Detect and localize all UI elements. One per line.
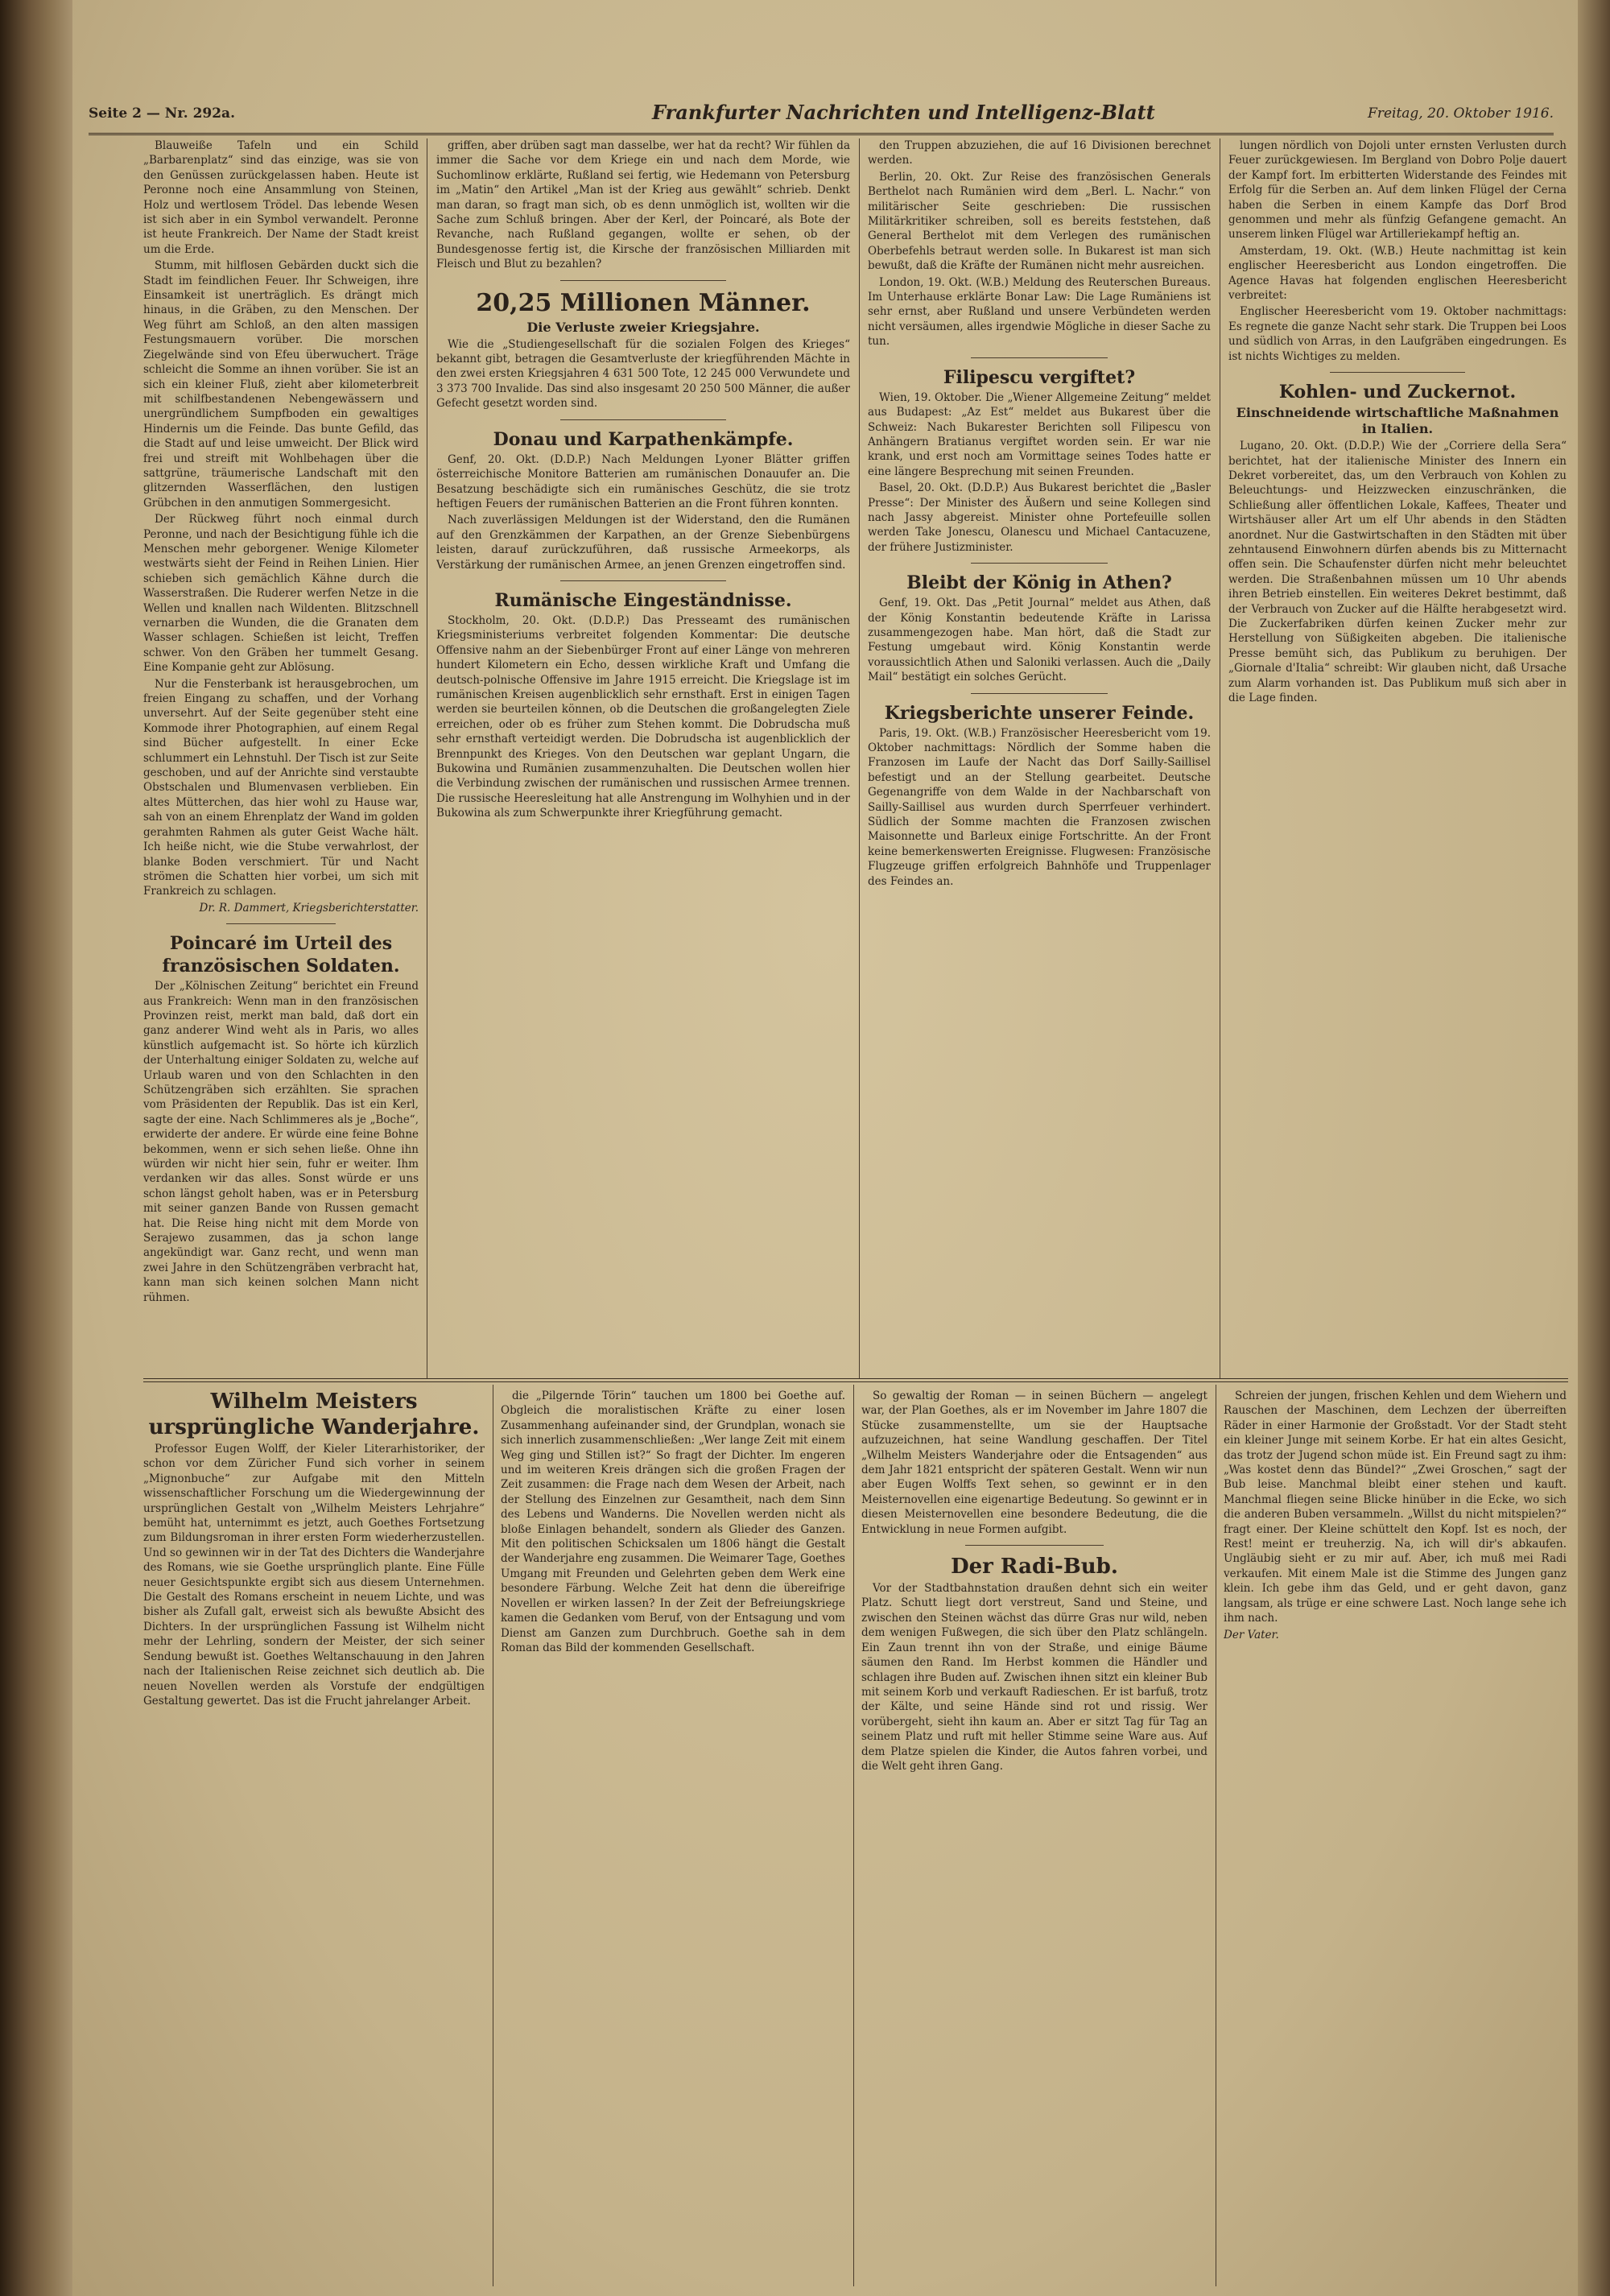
- article-headline: Der Radi-Bub.: [951, 1555, 1118, 1580]
- article-headline: Rumänische Eingeständnisse.: [494, 589, 792, 611]
- author-signature: Dr. R. Dammert, Kriegsberichterstatter.: [199, 901, 419, 915]
- article-headline: Donau und Karpathenkämpfe.: [493, 428, 794, 450]
- book-page-edge-right: [1578, 0, 1610, 2296]
- column-3: [868, 138, 1211, 1374]
- article-headline: Wilhelm Meisters ursprüngliche Wanderjahre.: [148, 1390, 480, 1439]
- issue-date: Freitag, 20. Oktober 1916.: [1368, 105, 1554, 122]
- article-headline: Kohlen- und Zuckernot.: [1278, 382, 1517, 403]
- article-paragraph: Stumm, mit hilflosen Gebärden duckt sich die Stadt im feindlichen Feuer. Ihr Schweigen, ihre Einsamkeit ist unerträglich. Es drängt mich hinaus, in die Gräben, zu den Menschen. Der Weg führt am Schloß, an den alten massigen Festungsmauern vorüber. Die morschen Ziegelwände sind von Efeu überwuchert. Träge schleicht die Somme an ihnen vorüber. Sie ist an sich ein kleiner Fluß, zieht aber kilometerbreit mit schilfbestandenen Nebengewässern und unergründlichem Sumpfboden ein gewaltiges Hindernis um die Feinde. Das bunte Gefild, das die Stadt auf und leise umweicht. Der Blick wird frei und streift mit Wohlbehagen über die sattgrüne, träumerische Landschaft mit den glitzernden Wasserflächen, den lustigen Grübchen in den anmutigen Sommergesicht.: [143, 259, 419, 510]
- article-paragraph: Nur die Fensterbank ist herausgebrochen, um freien Eingang zu schaffen, und der Vorhang unversehrt. Auf der Seite gegenüber steht eine Kommode ihrer Photographien, auf einem Regal sind Bücher aufgestellt. In einer Ecke schlummert ein Lehnstuhl. Der Tisch ist zur Seite geschoben, und auf der Anrichte sind verstaubte Obstschalen und Blumenvasen verblieben. Ein altes Mütterchen, das hier wohl zu Hause war, sah von an einem Ehrenplatz der Wand im golden gerahmten Rahmen als guter Geist Wache hält. Ich heiße nicht, wie die Stube verwahrlost, der blanke Boden verschmiert. Tür und Nacht strömen die Schatten hier vorbei, um sich mit Frankreich zu schlagen.: [143, 677, 419, 898]
- article-separator: [965, 1545, 1104, 1546]
- book-spine-edge: [0, 0, 72, 2296]
- feuilleton-column-2: [501, 1389, 845, 2282]
- column-1: [143, 138, 419, 1374]
- column-rule: [859, 138, 860, 1378]
- article-separator: [971, 357, 1108, 358]
- article-headline: Bleibt der König in Athen?: [906, 572, 1172, 594]
- article-paragraph: Englischer Heeresbericht vom 19. Oktober nachmittags: Es regnete die ganze Nacht sehr stark. Die Truppen bei Loos und südlich von Arras, in den Laufgräben eingedrungen. Es ist nichts Wichtiges zu melden.: [1228, 305, 1567, 363]
- article-headline: 20,25 Millionen Männer.: [476, 288, 811, 317]
- feuilleton-column-1: [143, 1389, 485, 2282]
- author-signature: Der Vater.: [1224, 1628, 1279, 1641]
- article-paragraph: Basel, 20. Okt. (D.D.P.) Aus Bukarest berichtet die „Basler Presse“: Der Minister des Äußern und seine Kollegen sind nach Jassy abgereist. Minister ohne Portefeuille sollen werden Take Jonescu, Olanescu und Michael Cantacuzene, der frühere Justizminister.: [868, 481, 1211, 554]
- feuilleton-column-3: [861, 1389, 1208, 2282]
- article-paragraph: Der Rückweg führt noch einmal durch Peronne, und nach der Besichtigung fühle ich die Menschen mehr geborgener. Wenige Kilometer westwärts sieht der Feind in Reihen Linien. Hier schieben sich gemächlich Kähne durch die Wasserstraßen. Die Ruderer werfen Netze in die Wellen und knallen nach Wildenten. Blitzschnell vernarben die Wunden, die die Granaten dem Wasser schlagen. Schießen ist leicht, Treffen schwer. Von den Gräben her tummelt Gesang. Eine Kompanie geht zur Ablösung.: [143, 513, 419, 675]
- article-paragraph: Nach zuverlässigen Meldungen ist der Widerstand, den die Rumänen auf den Grenzkämmen der Karpathen, an der Grenze Siebenbürgens leisten, darauf zurückzuführen, daß russische Armeekorps, als Verstärkung der rumänischen Armee, an jenen Grenzen eingetroffen sind.: [436, 514, 850, 572]
- article-paragraph: So gewaltig der Roman — in seinen Büchern — angelegt war, der Plan Goethes, als er im November im Jahre 1807 die Stücke zusammenstellte, um sie der Hauptsache aufzuzeichnen, hat seine Wandlung geschaffen. Der Titel „Wilhelm Meisters Wanderjahre oder die Entsagenden“ aus dem Jahr 1821 entspricht der späteren Gestalt. Wenn wir nun aber Eugen Wolffs Text sehen, so gewinnt er in den Meisternovellen eine eigenartige Bedeutung. So gewinnt er in diesen Meisternovellen eine besondere Bedeutung, die die Entwicklung in neue Formen aufgibt.: [861, 1390, 1208, 1536]
- article-paragraph: Wie die „Studiengesellschaft für die sozialen Folgen des Krieges“ bekannt gibt, betragen die Gesamtverluste der kriegführenden Mächte in den zwei ersten Kriegsjahren 4 631 500 Tote, 12 245 000 Verwundete und 3 373 700 Invalide. Das sind also insgesamt 20 250 500 Männer, die außer Gefecht gesetzt worden sind.: [436, 337, 850, 411]
- feuilleton-column-4: [1224, 1389, 1567, 2282]
- article-paragraph: Blauweiße Tafeln und ein Schild „Barbarenplatz“ sind das einzige, was sie von den Genüssen zurückgelassen haben. Heute ist Peronne noch eine Ansammlung von Steinen, Holz und wertlosem Trödel. Das lebende Wesen ist sich aber in ein Symbol verwandelt. Peronne ist heute Frankreich. Der Name der Stadt kreist um die Erde.: [143, 139, 419, 256]
- column-4: [1228, 138, 1567, 1374]
- article-separator: [560, 580, 726, 581]
- article-paragraph: Lugano, 20. Okt. (D.D.P.) Wie der „Corriere della Sera“ berichtet, hat der italienische Minister des Innern ein Dekret vorbereitet, das, um den Verbrauch von Kohlen zu Beleuchtungs- und Heizzwecken einzuschränken, die Schließung aller öffentlichen Lokale, Kaffees, Theater und Wirtshäuser aller Art um elf Uhr abends in den Städten anordnet. Nur die Gastwirtschaften in den Städten mit über zehntausend Einwohnern dürfen abends bis zu Mitternacht offen sein. Die Schaufenster dürfen nicht mehr beleuchtet werden. Die Straßenbahnen müssen um 10 Uhr abends ihren Betrieb einstellen. Ein weiteres Dekret bestimmt, daß der Verbrauch von Zucker auf die Hälfte herabgesetzt wird. Die Zuckerfabriken dürfen keinen Zucker mehr zur Herstellung von Süßigkeiten abgeben. Die italienische Presse bemüht sich, das Publikum zu beruhigen. Der „Giornale d'Italia“ schreibt: Wir glauben nicht, daß Ursache zum Alarm vorhanden ist. Das Publikum muß sich aber in die Lage finden.: [1228, 440, 1567, 704]
- article-paragraph: Amsterdam, 19. Okt. (W.B.) Heute nachmittag ist kein englischer Heeresbericht aus London eingetroffen. Die Agence Havas hat folgenden englischen Heeresbericht verbreitet:: [1228, 244, 1567, 303]
- article-paragraph: London, 19. Okt. (W.B.) Meldung des Reuterschen Bureaus. Im Unterhause erklärte Bonar Law: Die Lage Rumäniens ist sehr ernst, aber Rußland und unsere Verbündeten werden nicht versäumen, alles irgendwie Mögliche in dieser Sache zu tun.: [868, 275, 1211, 349]
- article-separator: [560, 280, 726, 281]
- article-paragraph: Wien, 19. Oktober. Die „Wiener Allgemeine Zeitung“ meldet aus Budapest: „Az Est“ meldet aus Bukarest über die Schweiz: Nach Bukarester Berichten soll Filipescu von Anhängern Bratianus vergiftet worden sein. Er war nie krank, und erst noch am Vormittage seines Todes hatte er eine längere Besprechung mit seinen Freunden.: [868, 390, 1211, 478]
- article-headline: Filipescu vergiftet?: [943, 366, 1136, 388]
- article-paragraph: lungen nördlich von Dojoli unter ernsten Verlusten durch Feuer zurückgewiesen. Im Bergland von Dobro Polje dauert der Kampf fort. Im erbitterten Widerstande des Feindes mit Erfolg für die Serben an. Auf dem linken Flügel der Cerna haben die Serben in einem Kampfe das Dorf Brod genommen und mehr als fünfzig Gefangene gemacht. An unserem linken Flügel war Artilleriekampf heftig an.: [1228, 139, 1567, 242]
- article-paragraph: Der „Kölnischen Zeitung“ berichtet ein Freund aus Frankreich: Wenn man in den französischen Provinzen reist, merkt man bald, daß dort ein ganz anderer Wind weht als in Paris, wo alles künstlich aufgemacht ist. So hörte ich kürzlich der Unterhaltung einiger Soldaten zu, welche auf Urlaub waren und von den Schlachten in den Schützengräben sich erzählten. Sie sprachen vom Präsidenten der Republik. Das ist ein Kerl, sagte der eine. Nach Schlimmeres als je „Boche“, erwiderte der andere. Er würde eine feine Bohne bekommen, wenn er sich sehen ließe. Ohne ihn würden wir nicht hier sein, fuhr er weiter. Ihm verdanken wir das alles. Sonst würde er uns schon längst geholt haben, was er in Petersburg mit seiner ganzen Bande von Russen gemacht hat. Die Reise hing nicht mit dem Morde von Serajewo zusammen, das ja schon lange angekündigt war. Ganz recht, und wenn man zwei Jahre in den Schützengräben verbracht hat, kann man sich keinen solchen Mann nicht rühmen.: [143, 980, 419, 1304]
- article-paragraph: Professor Eugen Wolff, der Kieler Literarhistoriker, der schon vor dem Züricher Fund sich vorher in seinem „Mignonbuche“ zur Aufgabe mit den Mitteln wissenschaftlicher Forschung um die Wiedergewinnung der ursprünglichen Gestalt von „Wilhelm Meisters Lehrjahre“ bemüht hat, unternimmt es jetzt, auch Goethes Fortsetzung zum Bildungsroman in ihrer ersten Form wiederherzustellen. Und so gewinnen wir in der Tat des Dichters die Wanderjahre des Romans, wie sie Goethe ursprünglich plante. Eine Fülle neuer Gesichtspunkte ergibt sich aus diesem Unternehmen. Die Gestalt des Romans erscheint in neuem Lichte, und was bisher als Zufall galt, erweist sich als bewußte Absicht des Dichters. In der ursprünglichen Fassung ist Wilhelm nicht mehr der Lehrling, sondern der Meister, der sich seiner Sendung bewußt ist. Goethes Weltanschauung in den Jahren nach der Italienischen Reise zeichnet sich deutlich ab. Die neuen Novellen werden als Vorstufe der endgültigen Gestaltung gewertet. Das ist die Frucht jahrelanger Arbeit.: [143, 1443, 485, 1708]
- article-headline: Poincaré im Urteil des französischen Soldaten.: [162, 933, 400, 977]
- article-paragraph: Schreien der jungen, frischen Kehlen und dem Wiehern und Rauschen der Maschinen, dem Lechzen der überreiften Räder in einer Harmonie der Großstadt. Vor der Stadt steht ein kleiner Junge mit seinem Korbe. Er hat ein altes Gesicht, das trotz der Jugend schon müde ist. Ein Freund sagt zu ihm: „Was kostet denn das Bündel?“ „Zwei Groschen,“ sagt der Bub leise. Manchmal bleibt einer stehen und kauft. Manchmal fliegen seine Blicke hinüber in die Ecke, wo sich die anderen Buben versammeln. „Willst du nicht mitspielen?“ fragt einer. Der Kleine schüttelt den Kopf. Ist es noch, der Rest! meint er treuherzig. Na, ich will dir's abkaufen. Ungläubig sieht er zu mir auf. Aber, ich muß mei Radi verkaufen. Mit einem Male ist die Stimme des Jungen ganz klein. Ich gebe ihm das Geld, und er geht davon, ganz langsam, als trüge er eine schwere Last. Noch lange sehe ich ihm nach.: [1224, 1390, 1567, 1625]
- article-paragraph: griffen, aber drüben sagt man dasselbe, wer hat da recht? Wir fühlen da immer die Sache vor dem Kriege ein und nach dem Morde, wie Suchomlinow erklärte, Rußland sei fertig, wie Hedemann von Petersburg im „Matin“ den Artikel „Man ist der Krieg aus gewählt“ schrieb. Denkt man daran, so fragt man sich, ob es denn unmöglich ist, wollten wir die Sache zum Schluß bringen. Aber der Kerl, der Poincaré, als Bote der Revanche, nach Rußland gegangen, wollte er sehen, ob der Bundesgenosse fertig ist, die Kirsche der französischen Milliarden mit Fleisch und Blut zu bezahlen?: [436, 139, 850, 271]
- article-paragraph: Stockholm, 20. Okt. (D.D.P.) Das Presseamt des rumänischen Kriegsministeriums verbreitet folgenden Kommentar: Die deutsche Offensive nahm an der Siebenbürger Front auf einer Länge von mehreren hundert Kilometern ein Echo, dessen wirkliche Kraft und Umfang die deutsch-polnische Offensive im Jahre 1915 erreicht. Die Kriegslage ist im rumänischen Kreisen augenblicklich sehr ernsthaft. Erst in einigen Tagen werden sie beurteilen können, ob die Deutschen die großangelegten Ziele erreichen, oder ob es früher zum Stehen kommt. Die Dobrudscha muß sehr ernsthaft verteidigt werden. Die Dobrudscha ist augenblicklich der Brennpunkt des Krieges. Von den Deutschen war geplant Ungarn, die Bukowina und Rumänien zusammenzuhalten. Die Deutschen wollen hier die Verbindung zwischen der rumänischen und russischen Armee trennen. Die russische Heeresleitung hat alle Anstrengung im Wolhyhien und in der Bukowina als zum Schwerpunkte ihrer Kriegführung gemacht.: [436, 613, 850, 820]
- page-header: [89, 101, 1554, 135]
- article-separator: [1330, 372, 1465, 373]
- article-paragraph: Vor der Stadtbahnstation draußen dehnt sich ein weiter Platz. Schutt liegt dort verstreut, Sand und Steine, und zwischen den Steinen wächst das dürre Gras nur wild, neben dem wenigen Fußwegen, die sich über den Platz schlängeln. Ein Zaun trennt ihn von der Straße, und einige Bäume säumen den Rand. Im Herbst kommen die Händler und schlagen ihre Buden auf. Zwischen ihnen sitzt ein kleiner Bub mit seinem Korb und verkauft Radieschen. Er ist barfuß, trotz der Kälte, und seine Hände sind rot und rissig. Wer vorübergeht, sieht ihn kaum an. Aber er sitzt Tag für Tag an seinem Platz und ruft mit heller Stimme seine Ware aus. Auf dem Platze spielen die Kinder, die Autos fahren vorbei, und die Welt geht ihren Gang.: [861, 1582, 1208, 1773]
- column-rule: [853, 1385, 854, 2286]
- article-separator: [226, 923, 336, 924]
- article-subheadline: Die Verluste zweier Kriegsjahre.: [526, 319, 760, 335]
- article-separator: [971, 563, 1108, 564]
- column-2: [436, 138, 850, 1374]
- newspaper-title: Frankfurter Nachrichten und Intelligenz-Blatt: [652, 101, 1155, 124]
- article-paragraph: die „Pilgernde Törin“ tauchen um 1800 bei Goethe auf. Obgleich die moralistischen Kräfte zu einer losen Zusammenhang aufeinander sind, der Grundplan, wonach sie sich innerlich zusammenschließen: „Wer lange Zeit mit einem Weg ging und Stillen ist?“ So fragt der Dichter. Im engeren und im weiteren Kreis drängen sich die großen Fragen der Zeit zusammen: die Frage nach dem Wesen der Arbeit, nach der Stellung des Einzelnen zur Gesamtheit, nach dem Sinn des Lebens und Wanderns. Die Novellen werden nicht als bloße Einlagen behandelt, sondern als Glieder des Ganzen. Mit den politischen Schicksalen um 1806 hängt die Gestalt der Wanderjahre eng zusammen. Die Weimarer Tage, Goethes Umgang mit Freunden und Gelehrten geben dem Werk eine besondere Färbung. Welche Zeit hat denn die übereifrige Novellen er wirken lassen? In der Zeit der Befreiungskriege kamen die Gedanken vom Beruf, von der Entsagung und vom Dienst am Ganzen zum Durchbruch. Goethe sah in dem Roman das Bild der kommenden Gesellschaft.: [501, 1390, 845, 1654]
- article-paragraph: Genf, 19. Okt. Das „Petit Journal“ meldet aus Athen, daß der König Konstantin bedeutende Kräfte in Larissa zusammengezogen habe. Man hört, daß die Stadt zur Festung umgebaut wird. König Konstantin werde voraussichtlich Athen und Saloniki verlassen. Auch die „Daily Mail“ bestätigt ein solches Gerücht.: [868, 597, 1211, 684]
- article-headline: Kriegsberichte unserer Feinde.: [884, 702, 1195, 724]
- article-paragraph: Berlin, 20. Okt. Zur Reise des französischen Generals Berthelot nach Rumänien wird dem „Berl. L. Nachr.“ von militärischer Seite geschrieben: Die russischen Militärkritiker schreiben, soll es bereits feststehen, daß General Berthelot mit dem Verlegen des rumänischen Oberbefehls betraut werden solle. In Bukarest ist man sich bewußt, daß die Kräfte der Rumänen nicht mehr ausreichen.: [868, 170, 1211, 273]
- article-paragraph: den Truppen abzuziehen, die auf 16 Divisionen berechnet werden.: [868, 139, 1211, 167]
- article-paragraph: Paris, 19. Okt. (W.B.) Französischer Heeresbericht vom 19. Oktober nachmittags: Nördlich der Somme haben die Franzosen im Laufe der Nacht das Dorf Sailly-Saillisel befestigt und an der Stellung gearbeitet. Deutsche Gegenangriffe von dem Walde in der Nachbarschaft von Sailly-Saillisel aus wurden durch Sperrfeuer verhindert. Südlich der Somme machten die Franzosen zwischen Maisonnette und Barleux einige Fortschritte. An der Front keine bemerkenswerten Ereignisse. Flugwesen: Französische Flugzeuge griffen erfolgreich Bahnhöfe und Truppenlager des Feindes an.: [868, 726, 1211, 888]
- page-number: Seite 2 — Nr. 292a.: [89, 105, 235, 122]
- article-separator: [560, 419, 726, 420]
- article-separator: [971, 693, 1108, 694]
- section-divider: [143, 1378, 1568, 1382]
- article-paragraph: Genf, 20. Okt. (D.D.P.) Nach Meldungen Lyoner Blätter griffen österreichische Monitore Batterien am rumänischen Donauufer an. Die Besatzung beschädigte sich ein rumänisches Geschütz, die sie trotz heftigen Feuers der rumänischen Batterien an die Front führen konnten.: [436, 452, 850, 510]
- article-subheadline: Einschneidende wirtschaftliche Maßnahmen in Italien.: [1236, 405, 1559, 437]
